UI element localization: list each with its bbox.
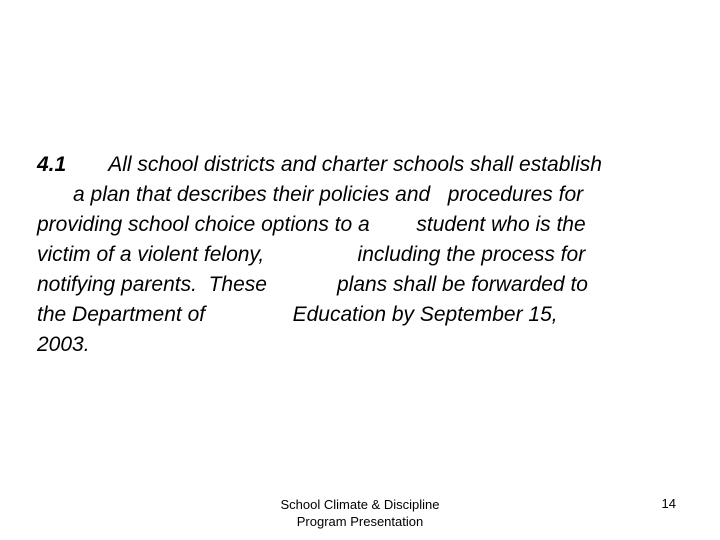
page-number: 14 bbox=[661, 496, 676, 511]
body-line-7: 2003. bbox=[37, 333, 90, 356]
section-number: 4.1 bbox=[37, 153, 67, 176]
footer-line-1: School Climate & Discipline bbox=[280, 497, 440, 512]
body-line-1 bbox=[37, 150, 602, 180]
footer-title bbox=[250, 496, 470, 530]
body-line-4: victim of a violent felony, including the process for bbox=[37, 243, 586, 266]
footer-line-2: Program Presentation bbox=[296, 514, 424, 529]
body-line-6: the Department of Education by September 15, bbox=[37, 303, 558, 326]
body-line-3: providing school choice options to a student who is the bbox=[37, 213, 586, 236]
body-line-2: a plan that describes their policies and procedures for bbox=[73, 183, 584, 206]
body-line-5: notifying parents. These plans shall be forwarded to bbox=[37, 273, 588, 296]
body-line-1-text: All school districts and charter schools shall establish bbox=[108, 153, 602, 176]
